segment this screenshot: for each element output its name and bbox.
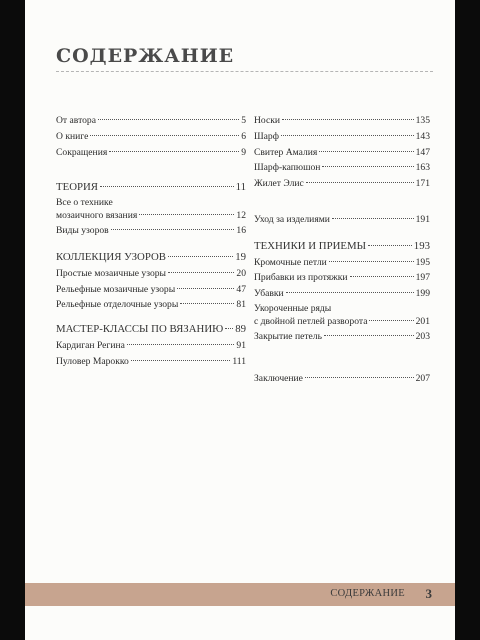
- toc-entry-page: 195: [415, 256, 430, 268]
- toc-entry[interactable]: [254, 371, 430, 387]
- toc-entry[interactable]: [254, 145, 430, 161]
- toc-column-left: [56, 113, 246, 370]
- toc-entry-label: Простые мозаичные узоры: [56, 267, 166, 279]
- toc-entry[interactable]: [254, 270, 430, 286]
- toc-entry-label: О книге: [56, 130, 89, 142]
- toc-entry-label: Рельефные отделочные узоры: [56, 299, 179, 311]
- toc-entry-label: Свитер Амалия: [254, 146, 318, 158]
- toc-entry-label: Шарф-капюшон: [254, 162, 321, 174]
- toc-entry-page: 163: [415, 162, 430, 174]
- page-footer: [25, 583, 455, 606]
- toc-section[interactable]: [56, 250, 246, 266]
- toc-entry-label: Сокращения: [56, 146, 108, 158]
- toc-entry-page: 135: [415, 115, 430, 126]
- toc-leader-dots: [324, 335, 414, 336]
- toc-entry[interactable]: [56, 266, 246, 282]
- toc-leader-dots: [127, 344, 235, 345]
- toc-leader-dots: [180, 303, 234, 304]
- toc-entry-page: 143: [415, 130, 430, 142]
- toc-entry-page: 91: [236, 339, 246, 351]
- toc-leader-dots: [98, 119, 239, 120]
- toc-leader-dots: [368, 245, 412, 246]
- toc-leader-dots: [90, 135, 239, 136]
- toc-leader-dots: [225, 328, 233, 329]
- toc-section-label: МАСТЕР-КЛАССЫ ПО ВЯЗАНИЮ: [56, 323, 224, 336]
- toc-entry-page: 147: [415, 146, 430, 158]
- toc-entry-label: Закрытие петель: [254, 330, 322, 342]
- toc-section-label: ТЕХНИКИ И ПРИЕМЫ: [254, 239, 366, 252]
- toc-entry-page: 197: [415, 272, 430, 284]
- toc-entry-page: 203: [415, 330, 430, 342]
- toc-entry[interactable]: [254, 113, 430, 129]
- toc-entry-label: Все о технике: [56, 197, 113, 209]
- toc-section[interactable]: [254, 239, 430, 255]
- toc-leader-dots: [281, 135, 414, 136]
- toc-entry-label: Пуловер Марокко: [56, 355, 129, 367]
- book-page: [25, 0, 455, 640]
- toc-leader-dots: [322, 166, 413, 167]
- toc-entry-page: 207: [415, 372, 430, 384]
- toc-entry-label: Жилет Элис: [254, 178, 304, 190]
- toc-entry-label: Прибавки из протяжки: [254, 272, 348, 284]
- toc-entry-label: Кромочные петли: [254, 256, 327, 268]
- toc-entry-label: мозаичного вязания: [56, 210, 138, 222]
- title-divider: [56, 71, 433, 72]
- toc-leader-dots: [111, 229, 235, 230]
- toc-entry[interactable]: [56, 338, 246, 354]
- toc-entry[interactable]: [254, 255, 430, 271]
- toc-leader-dots: [350, 276, 414, 277]
- toc-entry-page: 6: [241, 130, 246, 142]
- toc-leader-dots: [286, 292, 414, 293]
- toc-leader-dots: [369, 320, 413, 321]
- toc-section-label: ТЕОРИЯ: [56, 181, 98, 194]
- toc-section[interactable]: [56, 180, 246, 196]
- toc-leader-dots: [177, 288, 234, 289]
- toc-leader-dots: [109, 151, 239, 152]
- toc-entry[interactable]: [254, 302, 430, 329]
- toc-entry-label: Виды узоров: [56, 225, 109, 237]
- toc-entry[interactable]: [254, 176, 430, 192]
- toc-column-right: [254, 113, 430, 387]
- toc-entry-label: Шарф: [254, 130, 279, 142]
- toc-leader-dots: [168, 256, 233, 257]
- toc-entry-page: 9: [241, 146, 246, 158]
- toc-entry-label: Кардиган Регина: [56, 339, 125, 351]
- toc-leader-dots: [168, 272, 234, 273]
- toc-section-page: 89: [235, 323, 246, 336]
- toc-leader-dots: [100, 186, 234, 187]
- toc-entry-page: 111: [232, 355, 246, 367]
- toc-entry-page: 171: [415, 178, 430, 190]
- toc-entry[interactable]: [56, 297, 246, 313]
- toc-section-page: 193: [413, 239, 430, 252]
- toc-entry[interactable]: [56, 113, 246, 129]
- toc-entry[interactable]: [56, 129, 246, 145]
- toc-entry-page: 201: [415, 315, 430, 327]
- toc-entry-page: 191: [415, 213, 430, 225]
- toc-leader-dots: [329, 261, 414, 262]
- page-title: СОДЕРЖАНИЕ: [56, 45, 235, 67]
- toc-entry-label: Уход за изделиями: [254, 213, 330, 225]
- toc-entry-label: Укороченные ряды: [254, 302, 332, 314]
- toc-entry-label: От автора: [56, 115, 96, 126]
- toc-entry-page: 16: [236, 225, 246, 237]
- toc-entry-page: 47: [236, 283, 246, 295]
- toc-section-page: 11: [235, 181, 246, 194]
- toc-entry-label: с двойной петлей разворота: [254, 315, 368, 327]
- footer-section-label: СОДЕРЖАНИЕ: [330, 588, 405, 599]
- toc-entry[interactable]: [56, 145, 246, 161]
- toc-leader-dots: [306, 182, 414, 183]
- toc-leader-dots: [131, 360, 230, 361]
- toc-entry-page: 12: [236, 210, 246, 222]
- toc-entry[interactable]: [56, 223, 246, 239]
- toc-entry[interactable]: [254, 212, 430, 228]
- toc-leader-dots: [282, 119, 414, 120]
- toc-leader-dots: [319, 151, 413, 152]
- toc-entry-page: 81: [236, 299, 246, 311]
- toc-leader-dots: [139, 214, 234, 215]
- toc-section-label: КОЛЛЕКЦИЯ УЗОРОВ: [56, 250, 166, 263]
- toc-entry[interactable]: [254, 160, 430, 176]
- toc-entry[interactable]: [56, 196, 246, 223]
- toc-entry-label: Заключение: [254, 372, 303, 384]
- toc-entry-page: 20: [236, 267, 246, 279]
- toc-entry-label: Убавки: [254, 288, 284, 300]
- toc-entry[interactable]: [254, 329, 430, 345]
- toc-entry-page: 5: [241, 115, 246, 126]
- toc-entry-label: Носки: [254, 115, 281, 126]
- toc-entry[interactable]: [254, 286, 430, 302]
- toc-entry-label: Рельефные мозаичные узоры: [56, 283, 176, 295]
- toc-section[interactable]: [56, 322, 246, 338]
- toc-entry[interactable]: [254, 129, 430, 145]
- toc-section-page: 19: [235, 250, 246, 263]
- toc-entry-page: 199: [415, 288, 430, 300]
- toc-entry[interactable]: [56, 354, 246, 370]
- toc-entry[interactable]: [56, 282, 246, 298]
- toc-leader-dots: [305, 377, 414, 378]
- toc-leader-dots: [332, 218, 414, 219]
- footer-page-number: 3: [425, 586, 432, 601]
